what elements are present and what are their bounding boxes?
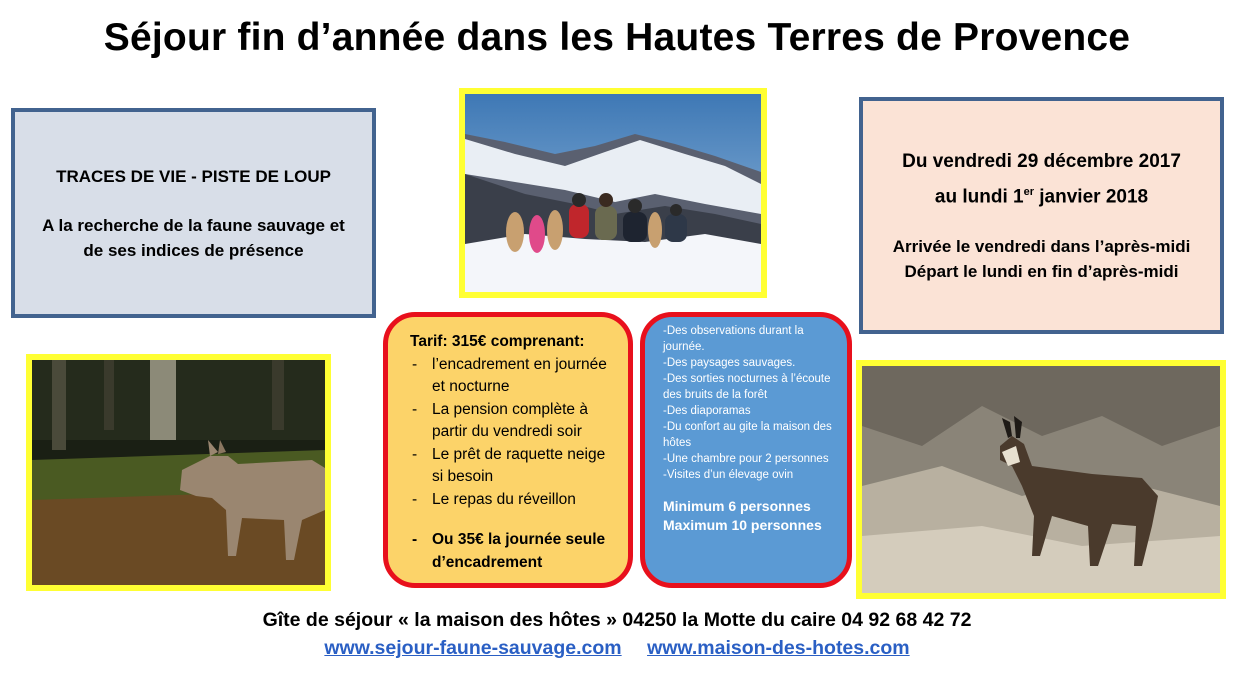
list-item: - l’encadrement en journée et nocturne bbox=[410, 354, 614, 399]
maison-des-hotes-link[interactable]: www.maison-des-hotes.com bbox=[647, 637, 910, 659]
list-item: -Du confort au gite la maison des hôtes bbox=[663, 421, 832, 449]
activity-heading: TRACES DE VIE - PISTE DE LOUP bbox=[56, 166, 331, 186]
page-title: Séjour fin d’année dans les Hautes Terres de Provence bbox=[103, 16, 1131, 59]
dates-box bbox=[859, 97, 1224, 334]
dates-line-1: Du vendredi 29 décembre 2017 bbox=[902, 150, 1181, 172]
activity-description-line-1: A la recherche de la faune sauvage et bbox=[42, 215, 345, 235]
website-links bbox=[0, 637, 1234, 660]
list-item: -Des diaporamas bbox=[663, 405, 751, 417]
dates-line-2: au lundi 1er janvier 2018 bbox=[934, 185, 1149, 208]
wolf-photo bbox=[26, 354, 331, 591]
tarif-title: Tarif: 315€ comprenant: bbox=[410, 333, 585, 350]
day-price-item: - Ou 35€ la journée seule d’encadrement bbox=[410, 529, 614, 574]
chamois-photo bbox=[856, 360, 1226, 599]
activity-box bbox=[11, 108, 376, 318]
tarif-box bbox=[383, 312, 633, 588]
list-item: - Le repas du réveillon bbox=[410, 489, 614, 512]
maximum-participants: Maximum 10 personnes bbox=[663, 517, 822, 533]
tarif-list bbox=[410, 354, 614, 512]
sejour-faune-sauvage-link[interactable]: www.sejour-faune-sauvage.com bbox=[324, 637, 622, 659]
list-item: -Des observations durant la journée. bbox=[663, 325, 804, 353]
minimum-participants: Minimum 6 personnes bbox=[663, 498, 811, 514]
arrival-text: Arrivée le vendredi dans l’après-midi bbox=[892, 237, 1191, 257]
list-item: -Une chambre pour 2 personnes bbox=[663, 453, 829, 465]
list-item: - La pension complète à partir du vendredi soir bbox=[410, 399, 614, 444]
features-box bbox=[640, 312, 852, 588]
snowshoe-group-photo bbox=[459, 88, 767, 298]
departure-text: Départ le lundi en fin d’après-midi bbox=[904, 262, 1179, 282]
list-item: - Le prêt de raquette neige si besoin bbox=[410, 444, 614, 489]
list-item: -Des paysages sauvages. bbox=[663, 357, 796, 369]
address-line: Gîte de séjour « la maison des hôtes » 04250 la Motte du caire 04 92 68 42 72 bbox=[262, 609, 972, 631]
activity-description-line-2: de ses indices de présence bbox=[83, 240, 304, 260]
list-item: -Des sorties nocturnes à l’écoute des bruits de la forêt bbox=[663, 373, 831, 401]
list-item: -Visites d’un élevage ovin bbox=[663, 469, 794, 481]
